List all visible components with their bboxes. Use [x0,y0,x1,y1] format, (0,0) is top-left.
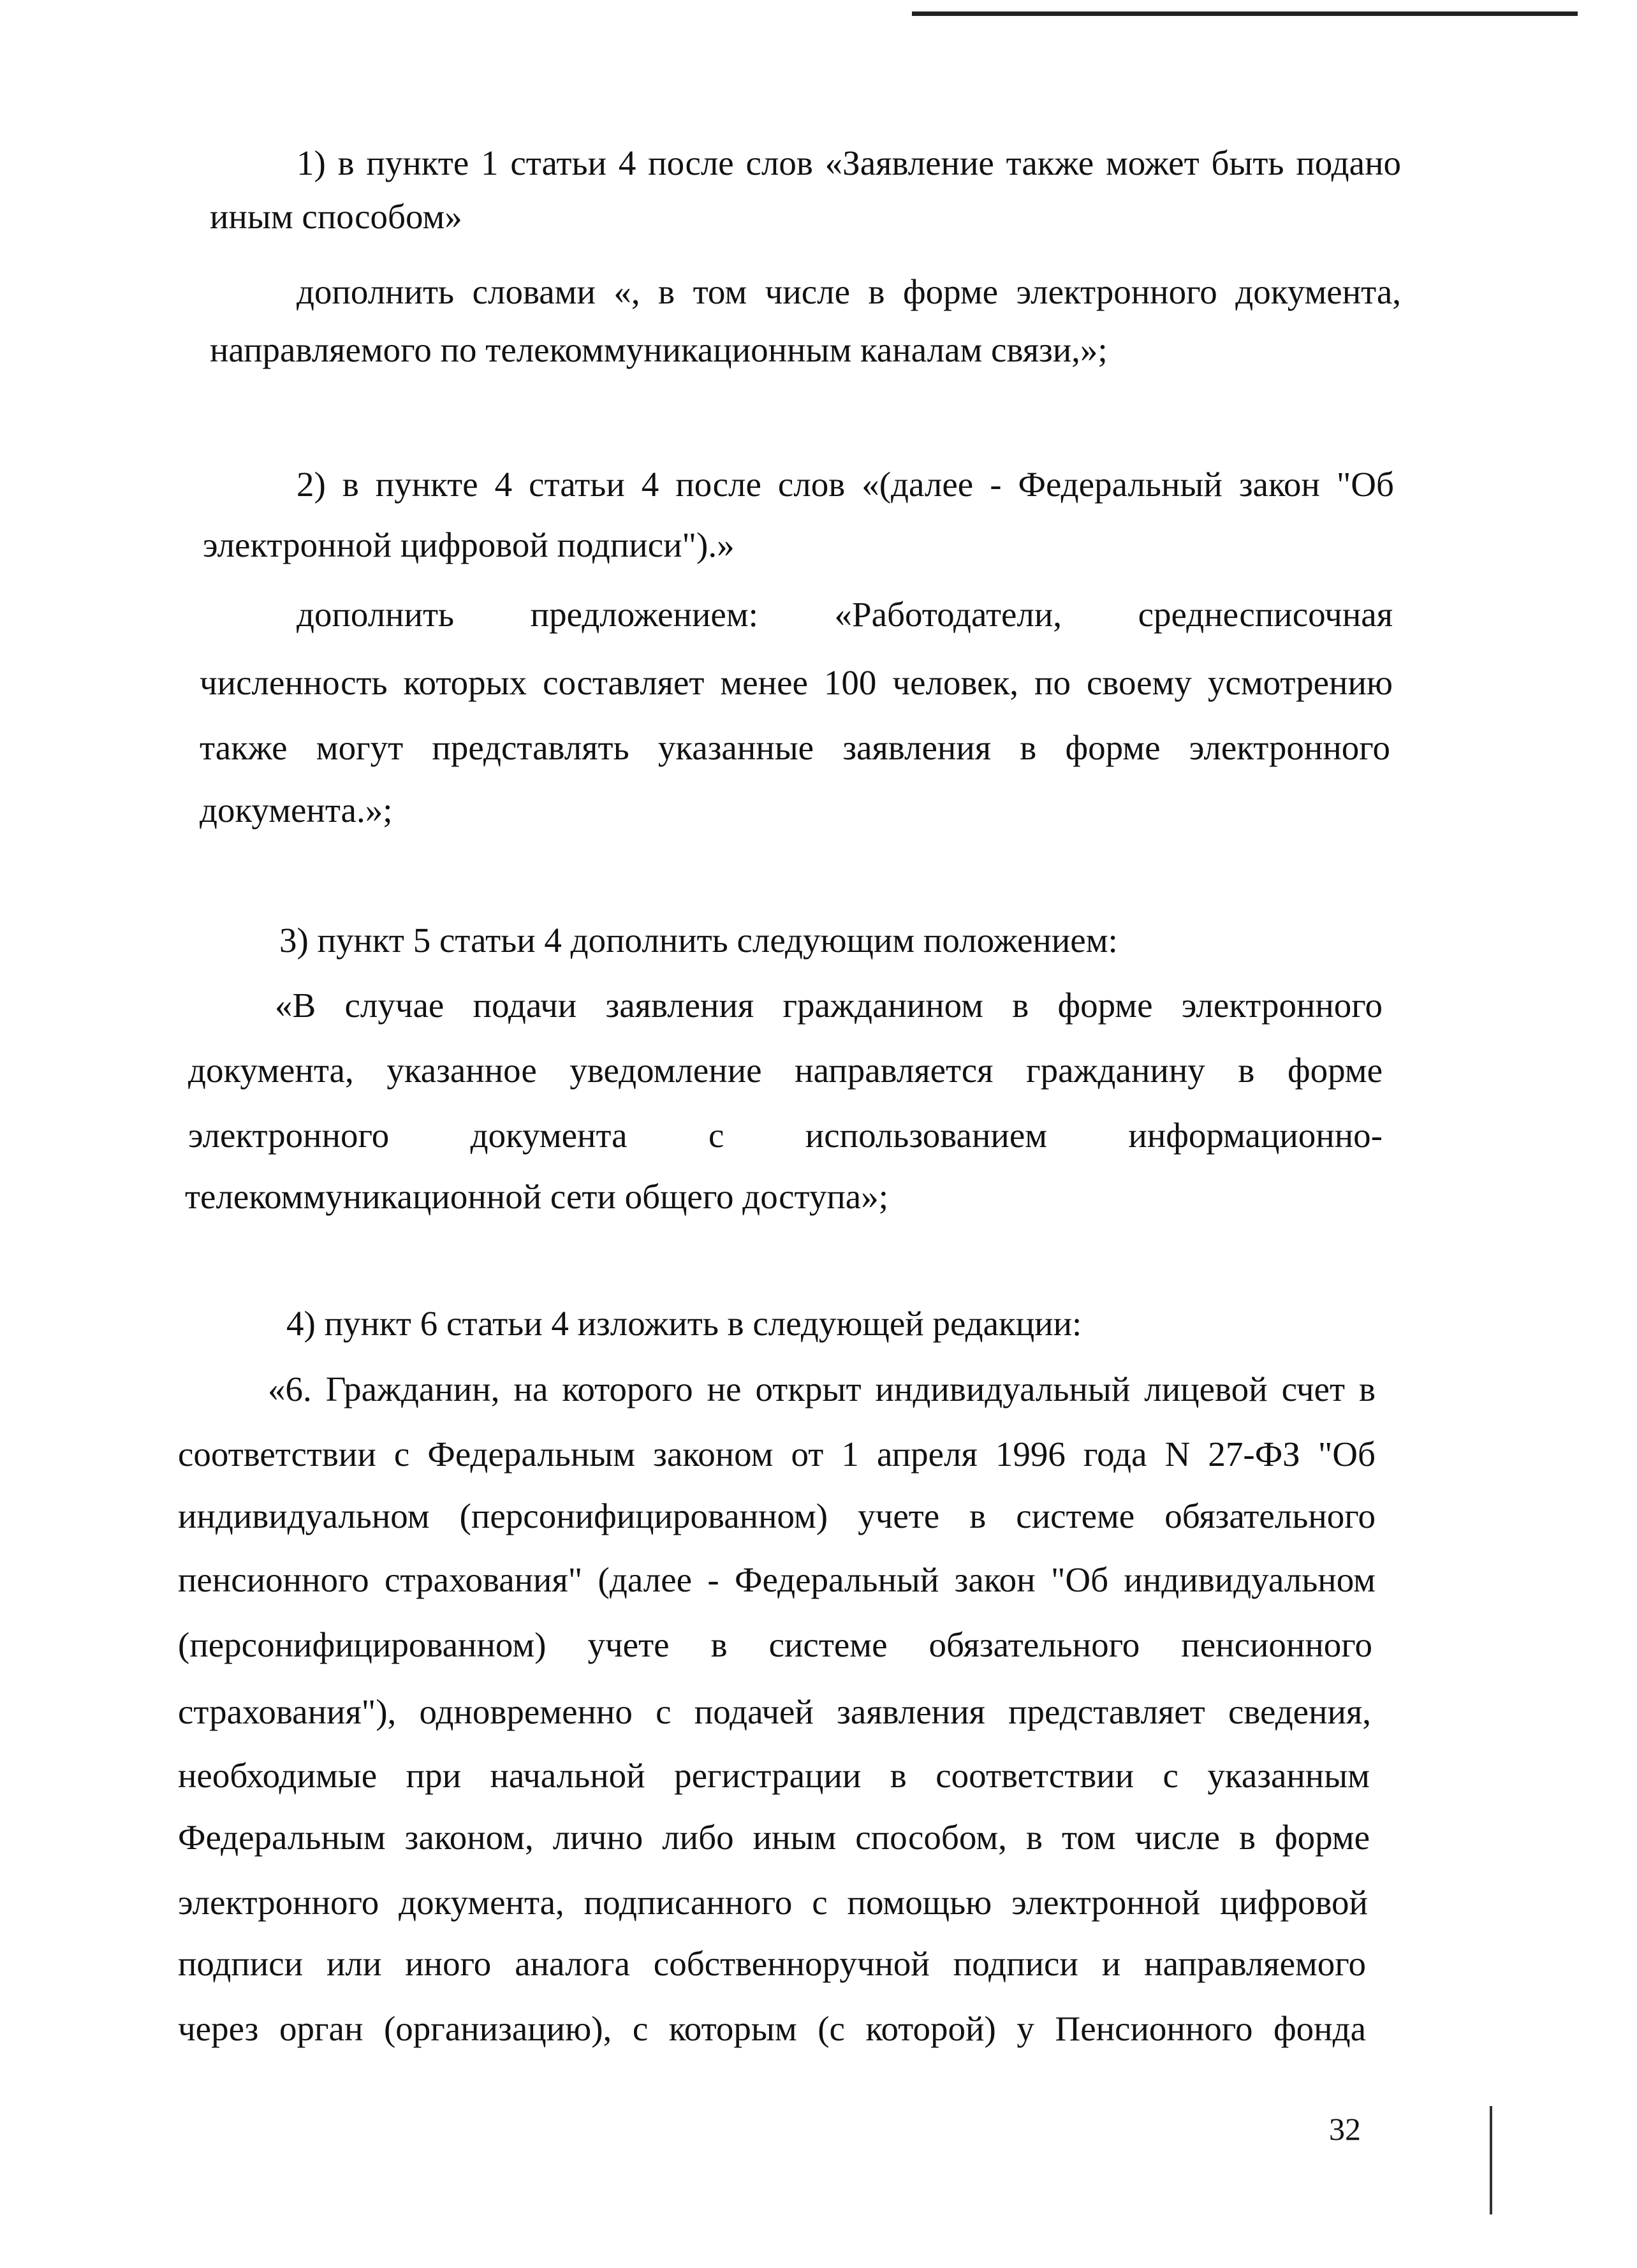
text-line: также могут представлять указанные заявления в форме электронного [200,728,1390,767]
text-line: телекоммуникационной сети общего доступа»; [185,1177,888,1216]
text-line: документа, указанное уведомление направляется гражданину в форме [188,1051,1383,1090]
text-line: соответствии с Федеральным законом от 1 апреля 1996 года N 27-ФЗ "Об [178,1435,1376,1474]
text-line: дополнить словами «, в том числе в форме электронного документа, [297,272,1401,311]
text-line: 1) в пункте 1 статьи 4 после слов «Заявление также может быть подано [297,143,1401,182]
text-line: 2) в пункте 4 статьи 4 после слов «(далее - Федеральный закон "Об [297,465,1394,504]
text-line: индивидуальном (персонифицированном) учете в системе обязательного [178,1496,1376,1535]
text-line: (персонифицированном) учете в системе обязательного пенсионного [178,1625,1372,1664]
text-line: 4) пункт 6 статьи 4 изложить в следующей редакции: [286,1304,1082,1343]
text-line: страхования"), одновременно с подачей заявления представляет сведения, [178,1692,1371,1731]
text-line: 3) пункт 5 статьи 4 дополнить следующим положением: [279,921,1118,960]
text-line: подписи или иного аналога собственноручной подписи и направляемого [178,1944,1366,1983]
text-line: пенсионного страхования" (далее - Федеральный закон "Об индивидуальном [178,1560,1376,1599]
top-rule [912,11,1578,16]
text-line: «6. Гражданин, на которого не открыт индивидуальный лицевой счет в [268,1370,1376,1408]
text-line: численность которых составляет менее 100 человек, по своему усмотрению [200,663,1393,702]
text-line: дополнить предложением: «Работодатели, среднесписочная [297,595,1393,634]
text-line: направляемого по телекоммуникационным каналам связи,»; [210,330,1108,369]
margin-line [1490,2106,1492,2214]
text-line: Федеральным законом, лично либо иным способом, в том числе в форме [178,1818,1370,1857]
text-line: «В случае подачи заявления гражданином в форме электронного [275,986,1383,1025]
text-line: электронного документа, подписанного с помощью электронной цифровой [178,1883,1368,1922]
text-line: электронного документа с использованием информационно- [188,1116,1383,1155]
text-line: через орган (организацию), с которым (с которой) у Пенсионного фонда [178,2009,1366,2048]
text-line: иным способом» [210,197,462,236]
text-line: необходимые при начальной регистрации в соответствии с указанным [178,1756,1370,1795]
text-line: документа.»; [200,791,393,830]
page-number: 32 [1329,2111,1361,2147]
text-line: электронной цифровой подписи").» [203,525,735,564]
